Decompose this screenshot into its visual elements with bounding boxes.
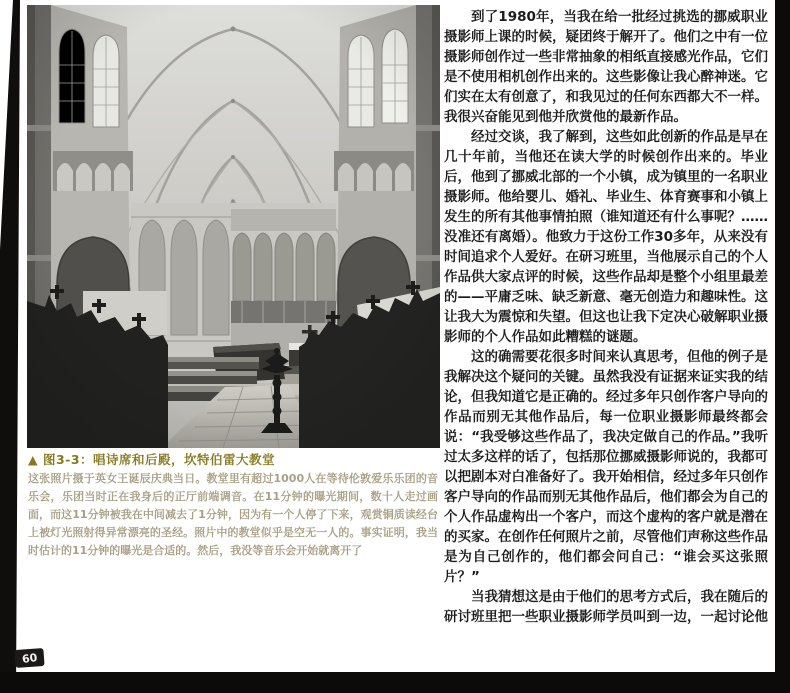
page-number: 60 [21,650,38,666]
figure-caption-body: 这张照片摄于英女王诞辰庆典当日。教堂里有超过1000人在等待伦敦爱乐乐团的音乐会，乐团当时正在我身后的正厅前端调音。在11分钟的曝光期间，数十人走过画面，而这11分钟被我在中间减去了1分钟，因为有一个人停了下来，观赏铜质读经台上被灯光照射得异常漂亮的圣经。照片中的教堂似乎是空无一人的。事实证明，我当时估计的11分钟的曝光是合适的。然后，我没等音乐会开始就离开了 [28,472,438,557]
paragraph-2: 经过交谈，我了解到，这些如此创新的作品是早在几十年前，当他还在读大学的时候创作出来的。毕业后，他到了挪威北部的一个小镇，成为镇里的一名职业摄影师。他给婴儿、婚礼、毕业生、体育赛事和小镇上发生的所有其他事情拍照（谁知道还有什么事呢？……没准还有离婚）。他致力于这份工作30多年，从来没有时间追求个人爱好。在研习班里，当他展示自己的个人作品供大家点评的时候，这些作品却是整个小组里最差的——平庸乏味、缺乏新意、毫无创造力和趣味性。这让我大为震惊和失望。但这也让我下定决心破解职业摄影师的个人作品如此糟糕的谜题。 [444,129,768,345]
cathedral-photo [27,5,440,448]
paragraph-4: 当我猜想这是由于他们的思考方式后，我在随后的研讨班里把一些职业摄影师学员叫到一边，一起讨论他 [444,589,768,625]
page-right-edge [775,0,790,693]
figure-caption-title: ▲ 图3-3：唱诗席和后殿，坎特伯雷大教堂 [28,452,276,467]
body-text-column [444,7,768,627]
page-number-tab [14,648,44,668]
paragraph-1: 到了1980年，当我在给一批经过挑选的挪威职业摄影师上课的时候，疑团终于解开了。他们之中有一位摄影师创作过一些非常抽象的相纸直接感光作品，它们是不使用相机创作出来的。这些影像让我心醉神迷。它们实在太有创意了，和我见过的任何东西都大不一样。我很兴奋能见到他并欣赏他的最新作品。 [444,9,768,125]
paragraph-3: 这的确需要花很多时间来认真思考，但他的例子是我解决这个疑问的关键。虽然我没有证据来证实我的结论，但我知道它是正确的。经过多年只创作客户导向的作品而别无其他作品后，每一位职业摄影师最终都会说：“我受够这些作品了，我决定做自己的作品。”我听过太多这样的话了，包括那位挪威摄影师说的，我都可以把剧本对白准备好了。我开始相信，经过多年只创作客户导向的作品而别无其他作品后，他们都会为自己的个人作品虚构出一个客户，而这个虚构的客户就是潜在的买家。在创作任何照片之前，尽管他们声称这些作品是为自己创作的，他们都会问自己：“谁会买这张照片？” [444,349,768,585]
page-left-edge [0,0,22,693]
page-bottom-edge [0,672,790,693]
cathedral-photo-graphic [27,5,440,448]
